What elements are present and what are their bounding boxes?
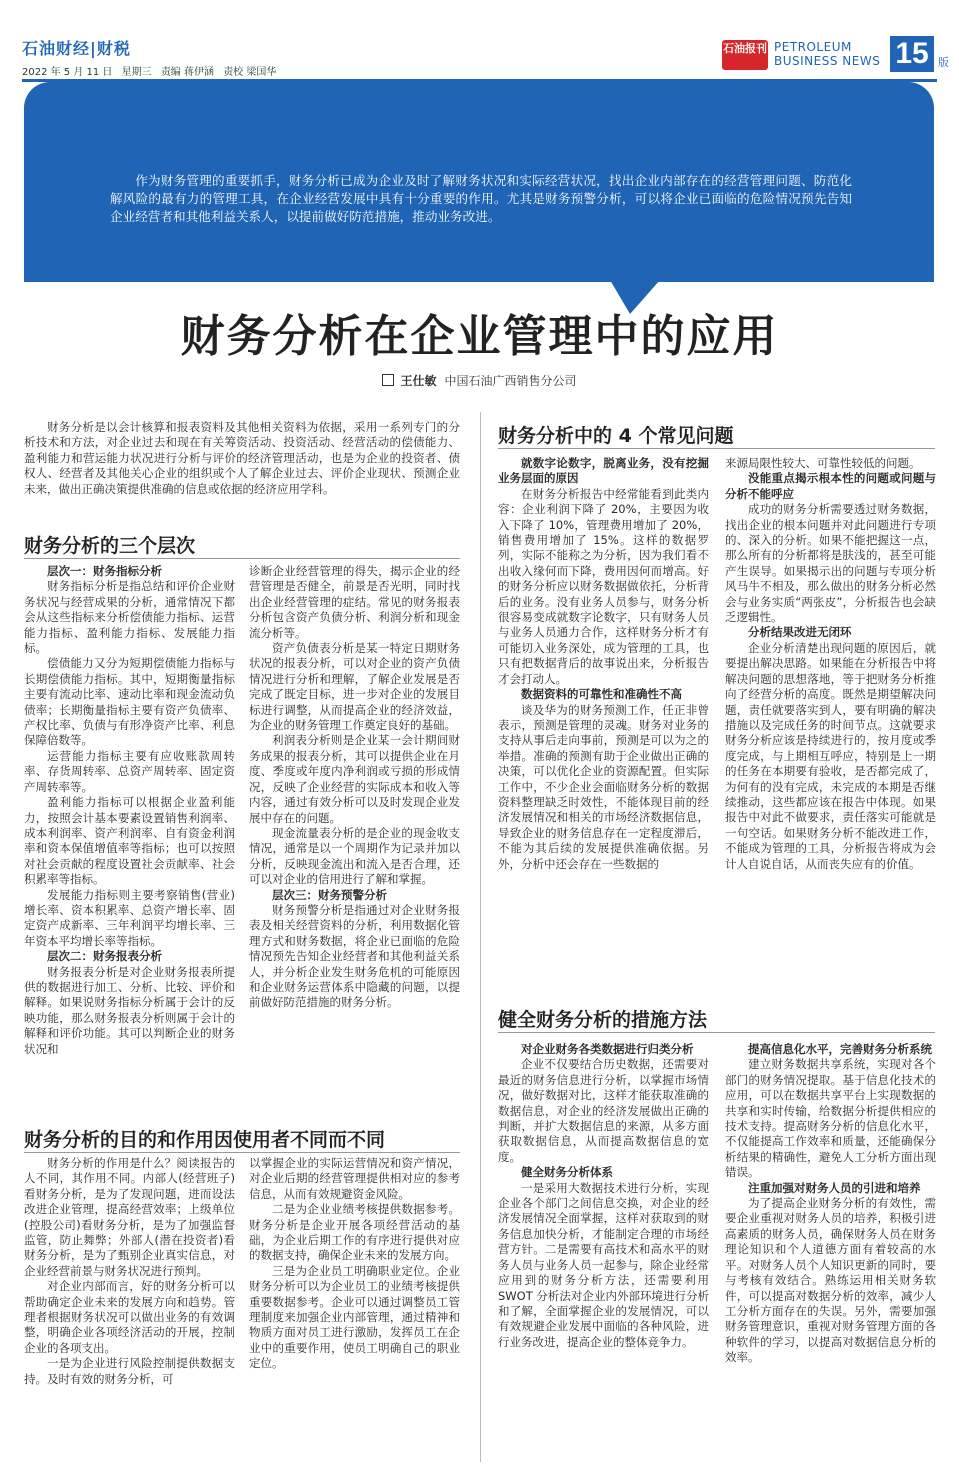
subheading: 层次一：财务指标分析 (47, 564, 162, 578)
paragraph: 财务分析的作用是什么？阅读报告的人不同，其作用不同。内部人(经营班子)看财务分析，是为了发现问题，进而设法改进企业管理，提高经营效率；上级单位(控股公司)看财务分析，是为了加强监督监管，防止舞弊；外部人(潜在投资者)看财务分析，是为了甄别企业真实信息，对企业经营前景与财务状况进行预判。 (24, 1156, 235, 1278)
article-title: 财务分析在企业管理中的应用 (180, 311, 779, 362)
paper-title: 石油财经 (22, 39, 91, 58)
paragraph: 为了提高企业财务分析的有效性，需要企业重视对财务人员的培养，积极引进高素质的财务人员，确保财务人员在财务理论知识和个人道德方面有着较高的水平。对财务人员个人知识更新的同时，要与考核有效结合。熟练运用相关财务软件，可以提高对数据分析的效率，减少人工分析方面存在的失误。另外，需要加强财务管理意识，重视对财务管理方面的各种软件的学习，以提高对数据信息分析的效率。 (725, 1196, 936, 1365)
byline (0, 372, 959, 389)
section3-rule (498, 448, 935, 449)
column-divider (480, 412, 481, 1462)
section1-col-b (249, 564, 460, 1011)
section2-rule (24, 1152, 460, 1153)
paragraph: 对企业内部而言，好的财务分析可以帮助确定企业未来的发展方向和趋势。管理者根据财务状况可以做出业务的有效调整，明确企业各项经济活动的开展，控制企业的各项支出。 (24, 1279, 235, 1355)
paragraph: 一是为企业进行风险控制提供数据支持。及时有效的财务分析，可 (24, 1356, 235, 1386)
issue-date: 2022 年 5 月 11 日 (22, 67, 113, 78)
editor: 责编 蒋伊涵 (160, 67, 214, 78)
paper-name (22, 36, 131, 59)
logo-en-line-2: BUSINESS NEWS (774, 54, 881, 68)
paragraph: 财务指标分析是指总结和评价企业财务状况与经营成果的分析，通常情况下都会从这些指标来分析偿债能力指标、运营能力指标、盈利能力指标、发展能力指标。 (24, 579, 235, 656)
paragraph: 发展能力指标则主要考察销售(营业)增长率、资本积累率、总资产增长率、固定资产成新率、三年利润平均增长率、三年资本平均增长率等指标。 (24, 887, 235, 948)
subheading: 数据资料的可靠性和准确性不高 (521, 687, 682, 702)
paragraph: 财务预警分析是指通过对企业财务报表及相关经营资料的分析，利用数据化管理方式和财务数据，将企业已面临的危险情况预先告知企业经营者和其他利益关系人，并分析企业发生财务危机的可能原因和企业财务运营体系中隐藏的问题，以提前做好防范措施的财务分析。 (249, 902, 460, 1010)
section1-heading: 财务分析的三个层次 (24, 535, 196, 557)
paragraph: 建立财务数据共享系统，实现对各个部门的财务情况提取。基于信息化技术的应用，可以在数据共享平台上实现数据的共享和实时传输，给数据分析提供相应的技术支持。提高财务分析的信息化水平，不仅能提高工作效率和质量，还能确保分析结果的精确性，避免人工分析方面出现错误。 (725, 1057, 936, 1180)
section2-col-b (249, 1156, 460, 1372)
logo-en-line-1: PETROLEUM (774, 40, 852, 54)
separator: | (90, 39, 97, 58)
subheading: 健全财务分析体系 (521, 1165, 613, 1180)
section1-col-a (24, 564, 235, 1057)
intro-paragraph: 财务分析是以会计核算和报表资料及其他相关资料为依据，采用一系列专门的分析技术和方法，对企业过去和现在有关筹资活动、投资活动、经营活动的偿债能力、盈利能力和营运能力状况进行分析与评价的经济管理活动，也是为企业的投资者、债权人、经营者及其他关心企业的组织或个人了解企业过去、评价企业现状、预测企业未来，做出正确决策提供准确的信息或依据的经济应用学科。 (24, 420, 460, 496)
paragraph: 在财务分析报告中经常能看到此类内容：企业利润下降了 20%，主要因为收入下降了 10%，管理费用增加了 20%，销售费用增加了 15%。这样的数据罗列，实际不能称之为分析，因为我们看不出收入缘何而下降，费用因何而增高。好的财务分析应以财务数据做依托，分析背后的业务。没有业务人员参与，财务分析很容易变成就数字论数字，只有财务人员与业务人员通力合作，这样财务分析才有可能切入业务深处，成为管理的工具，也只有把数据背后的故事说出来，分析报告才会打动人。 (498, 486, 709, 686)
section2-heading: 财务分析的目的和作用因使用者不同而不同 (24, 1129, 386, 1151)
paragraph: 诊断企业经营管理的得失，揭示企业的经营管理是否健全，前景是否光明，同时找出企业经营管理的症结。常见的财务报表分析包含资产负债分析、利润分析和现金流分析等。 (249, 564, 460, 640)
byline-box-icon (382, 374, 394, 386)
intro-text (24, 420, 460, 497)
subheading: 就数字论数字，脱离业务，没有挖掘业务层面的原因 (498, 456, 709, 486)
issue-line (22, 63, 282, 78)
paragraph: 盈利能力指标可以根据企业盈利能力，按照会计基本要素设置销售利润率、成本利润率、资产利润率、自有资金利润率和资本保值增值率等指标；也可以按照对社会贡献的程度设置社会贡献率、社会积累率等指标。 (24, 795, 235, 887)
newspaper-logo: 石油报刊 (722, 40, 768, 70)
paragraph: 利润表分析则是企业某一会计期间财务成果的报表分析，其可以提供企业在月度、季度或年度内净利润或亏损的形成情况，反映了企业经营的实际成本和收入等内容，通过有效分析可以及时发现企业发展中存在的问题。 (249, 733, 460, 825)
section4-col-b (725, 1042, 936, 1366)
section4-col-a (498, 1042, 709, 1350)
subheading: 层次三：财务预警分析 (272, 887, 387, 902)
section4-rule (498, 1032, 935, 1033)
paragraph: 财务报表分析是对企业财务报表所提供的数据进行加工、分析、比较、评价和解释。如果说财务指标分析属于会计的反映功能，那么财务报表分析则属于会计的解释和评价功能。其可以判断企业的财务状况和 (24, 964, 235, 1056)
paragraph: 现金流量表分析的是企业的现金收支情况，通常是以一个周期作为记录并加以分析，反映现金流出和流入是否合理，还可以对企业的信用进行了解和掌握。 (249, 825, 460, 887)
lead-paragraph: 作为财务管理的重要抓手，财务分析已成为企业及时了解财务状况和实际经营状况，找出企业内部存在的经营管理问题、防范化解风险的最有力的管理工具，在企业经营发展中具有十分重要的作用。尤其是财务预警分析，可以将企业已面临的危险情况预先告知企业经营者和其他利益关系人，以提前做好防范措施，推动业务改进。 (110, 173, 852, 224)
masthead (22, 30, 949, 82)
issue-weekday: 星期三 (121, 67, 152, 78)
paragraph: 一是采用大数据技术进行分析，实现企业各个部门之间信息交换，对企业的经济发展情况全面掌握，这样对获取到的财务信息加快分析，才能制定合理的市场经营方针。二是需要有高技术和高水平的财务人员与业务人员一起参与，除企业经常应用到的财务分析方法，还需要利用 SWOT 分析法对企业内外部环境进行分析和了解，全面掌握企业的发展情况，可以有效规避企业发展中面临的各种风险，进行业务改进，提高企业的整体竞争力。 (498, 1180, 709, 1349)
section1-rule (24, 558, 460, 559)
newspaper-english-name (774, 40, 880, 68)
paragraph: 偿债能力又分为短期偿债能力指标与长期偿债能力指标。其中，短期衡量指标主要有流动比率、速动比率和现金流动负债率；长期衡量指标主要有资产负债率、产权比率、负债与有形净资产比率、利息保障倍数等。 (24, 656, 235, 748)
page-suffix: 版 (938, 56, 949, 69)
paragraph: 资产负债表分析是某一特定日期财务状况的报表分析，可以对企业的资产负债情况进行分析和理解，了解企业发展是否完成了既定目标，进一步对企业的发展目标进行调整，从而提高企业的经济效益，为企业的财务管理工作奠定良好的基础。 (249, 641, 460, 733)
section2-col-a (24, 1156, 235, 1387)
subheading: 分析结果改进无闭环 (748, 625, 852, 640)
subheading: 没能重点揭示根本性的问题或问题与分析不能呼应 (725, 471, 936, 501)
paragraph: 二是为企业业绩考核提供数据参考。财务分析是企业开展各项经营活动的基础，为企业后期工作的有序进行提供对应的数据支持，确保企业未来的发展方向。 (249, 1202, 460, 1263)
byline-author: 王仕敏 (400, 374, 437, 388)
section-name: 财税 (96, 39, 131, 58)
subheading: 层次二：财务报表分析 (47, 949, 162, 964)
proofreader: 责校 梁国华 (223, 67, 277, 78)
section3-heading: 财务分析中的 4 个常见问题 (498, 425, 734, 447)
paragraph: 来源局限性较大、可靠性较低的问题。 (725, 456, 921, 470)
paragraph: 运营能力指标主要有应收账款周转率、存货周转率、总资产周转率、固定资产周转率等。 (24, 748, 235, 794)
subheading: 注重加强对财务人员的引进和培养 (748, 1180, 921, 1195)
section3-col-a (498, 456, 709, 872)
section4-heading: 健全财务分析的措施方法 (498, 1009, 708, 1031)
page-number: 15 (890, 36, 934, 72)
paragraph: 以掌握企业的实际运营情况和资产情况，对企业后期的经营管理提供相对应的参考信息，从而有效规避资金风险。 (249, 1156, 460, 1201)
paragraph: 成功的财务分析需要透过财务数据，找出企业的根本问题并对此问题进行专项的、深入的分析。如果不能把握这一点，那么所有的分析都将是肤浅的，甚至可能产生误导。如果揭示出的问题与专项分析风马牛不相及，那么做出的财务分析必然会与业务实质“两张皮”，分析报告也会缺乏逻辑性。 (725, 502, 936, 625)
paragraph: 三是为企业员工明确职业定位。企业财务分析可以为企业员工的业绩考核提供重要数据参考。企业可以通过调整员工管理制度来加强企业内部管理，通过精神和物质方面对员工进行激励，发挥员工在企业中的重要作用，使员工明确自己的职业定位。 (249, 1263, 460, 1371)
paragraph: 谈及华为的财务预测工作，任正非曾表示，预测是管理的灵魂。财务对业务的支持从事后走向事前，预测是可以为之的举措。准确的预测有助于企业做出正确的决策，可以优化企业的资源配置。但实际工作中，不少企业会面临财务分析的数据资料整理缺乏时效性，不能体现目前的经济发展情况和相关的市场经济数据信息，导致企业的财务信息存在一定程度滞后，不能为其后续的发展提供准确依据。另外，分析中还会存在一些数据的 (498, 702, 709, 871)
subheading: 对企业财务各类数据进行归类分析 (521, 1042, 694, 1056)
paragraph: 企业分析清楚出现问题的原因后，就要提出解决思路。如果能在分析报告中将解决问题的思想落地，等于把财务分析推向了经营分析的高度。既然是期望解决问题，责任就要落实到人，要有明确的解决措施以及完成任务的时间节点。这就要求财务分析应该是持续进行的，按月度或季度完成，与上期相互呼应，特别是上一期的任务在本期要有验收，是否都完成了，为何有的没有完成，未完成的本期是否继续推动，这些都应该在报告中体现。如果报告中对此不做要求，责任落实可能就是一句空话。如果财务分析不能改进工作，不能成为管理的工具，分析报告将成为会计人自说自话，从而丧失应有的价值。 (725, 640, 936, 871)
subheading: 提高信息化水平，完善财务分析系统 (748, 1042, 932, 1056)
byline-org: 中国石油广西销售分公司 (444, 374, 577, 388)
section3-col-b (725, 456, 936, 872)
paragraph: 企业不仅要结合历史数据，还需要对最近的财务信息进行分析，以掌握市场情况，做好数据对比，这样才能获取准确的数据信息，对企业的经济发展做出正确的判断，并扩大数据信息的来源，从多方面获取数据信息，从而提高数据信息的宽度。 (498, 1057, 709, 1164)
